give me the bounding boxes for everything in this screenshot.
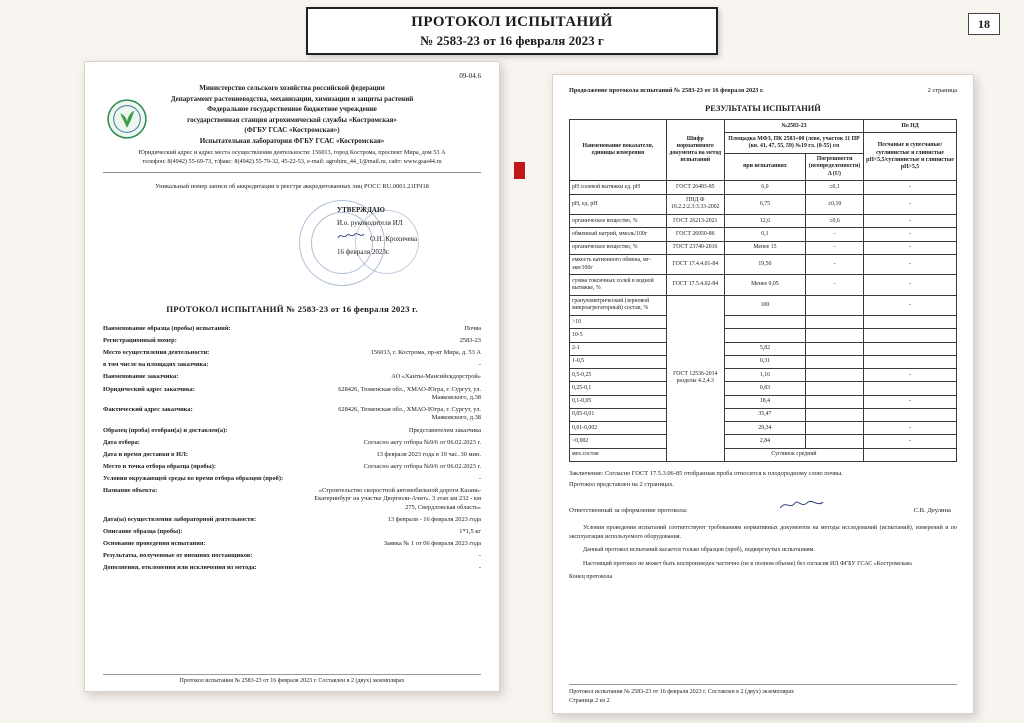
letterhead-line: Департамент растениеводства, механизации, химизации и защиты растений — [170, 94, 414, 103]
page1-footer: Протокол испытания № 2583-23 от 16 февраля 2023 г. Составлен в 2 (двух) экземплярах — [103, 674, 481, 684]
table-row — [570, 295, 957, 315]
gsas-logo-icon — [107, 99, 147, 139]
table-cell: - — [864, 395, 957, 408]
table-cell: - — [864, 181, 957, 194]
table-row — [570, 422, 957, 435]
field-value: «Строительство скоростной автомобильной дороги Казань-Екатеринбург на участке Дюртюли-Ачит». 3 этап км 232 - км 275, Свердловская область» — [314, 487, 481, 511]
table-cell — [806, 295, 864, 315]
table-row — [570, 228, 957, 241]
table-cell: - — [864, 435, 957, 448]
field-row — [103, 540, 481, 548]
table-cell: ±0,1 — [806, 181, 864, 194]
table-cell — [806, 355, 864, 368]
table-row — [570, 395, 957, 408]
table-row — [570, 181, 957, 194]
letterhead-line: Министерство сельского хозяйства российской федерации — [199, 84, 385, 92]
table-row — [570, 194, 957, 214]
table-cell: - — [864, 228, 957, 241]
table-cell — [806, 395, 864, 408]
table-cell — [806, 382, 864, 395]
note-paragraph: Условия проведения испытаний соответствуют требованиям нормативных документов на методы исследований (испытаний), измерений и по эксплуатации используемого оборудования. — [569, 524, 957, 541]
table-cell: емкость катионного обмена, мг-экв/100г — [570, 254, 667, 274]
table-row — [570, 369, 957, 382]
table-header-cell: Шифр нормативного документа на метод испытаний — [666, 120, 724, 181]
field-label: Наименование образца (пробы) испытаний: — [103, 324, 231, 332]
approve-zone — [103, 198, 481, 290]
protocol-title: ПРОТОКОЛ ИСПЫТАНИЙ № 2583-23 от 16 февраля 2023 г. — [166, 303, 418, 314]
slide-page-number: 18 — [968, 13, 1000, 35]
table-cell: 6,75 — [724, 194, 805, 214]
protocol-fields — [103, 325, 481, 573]
table-cell: рН, ед. рН — [570, 194, 667, 214]
table-cell: - — [864, 295, 957, 315]
table-row — [570, 120, 957, 133]
accreditation-line: Уникальный номер записи об аккредитации в реестре аккредитованных лиц РОСС RU.0001.21ПЧ18 — [155, 182, 429, 190]
field-value: Согласно акту отбора №9/6 от 06.02.2023 г. — [363, 462, 481, 470]
table-cell: Менее 15 — [724, 241, 805, 254]
address-lines — [103, 149, 481, 167]
field-row — [103, 564, 481, 572]
table-cell: 10-5 — [570, 329, 667, 342]
field-label: Дополнения, отклонения или исключения из метода: — [103, 564, 257, 572]
table-cell: 12,6 — [724, 215, 805, 228]
table-cell: 19,50 — [724, 254, 805, 274]
table-cell — [864, 342, 957, 355]
table-cell: 1,16 — [724, 369, 805, 382]
table-cell: - — [864, 194, 957, 214]
table-header-cell: По НД — [864, 120, 957, 133]
notes-block — [569, 524, 957, 582]
field-label: Место и точка отбора образца (пробы): — [103, 462, 216, 470]
table-cell: ГОСТ 26950-86 — [666, 228, 724, 241]
table-row — [570, 254, 957, 274]
results-table — [569, 119, 957, 462]
field-value: - — [478, 552, 481, 560]
field-value: 1*1,5 кг — [459, 528, 481, 536]
table-cell: 0,31 — [724, 355, 805, 368]
responsible-row — [569, 498, 957, 514]
field-row — [103, 373, 481, 381]
field-label: Наименование заказчика: — [103, 373, 179, 381]
field-value: Заявка № 1 от 06 февраля 2023 года — [383, 540, 481, 548]
table-cell — [864, 355, 957, 368]
address-line: телефон: 8(4942) 55-69-73, т/факс: 8(4942) 55-79-32, 45-22-53, e-mail: agrohim_44_1@mail.ru, сайт: www.gsas44.ru — [142, 157, 442, 165]
table-cell — [806, 422, 864, 435]
table-cell: ±0,6 — [806, 215, 864, 228]
table-cell: 0,83 — [724, 382, 805, 395]
field-label: Название объекта: — [103, 487, 158, 495]
field-label: Фактический адрес заказчика: — [103, 406, 193, 414]
approve-word: УТВЕРЖДАЮ — [337, 205, 385, 214]
field-label: Дата отбора: — [103, 438, 140, 446]
table-cell: ГОСТ 12536-2014 разделы 4.2,4.3 — [666, 295, 724, 461]
table-header-cell: Песчаные и супесчаные/суглинистые и глинистые рН<5,5/суглинистые и глинистые рН>5,5 — [864, 133, 957, 181]
field-row — [103, 406, 481, 423]
signature-icon — [778, 498, 824, 514]
field-row — [103, 361, 481, 369]
table-cell: 2-1 — [570, 342, 667, 355]
field-label: Описание образца (пробы): — [103, 528, 183, 536]
field-value: - — [478, 361, 481, 369]
table-cell: 1-0,5 — [570, 355, 667, 368]
note-paragraph: Конец протокола — [569, 573, 613, 580]
table-cell — [864, 382, 957, 395]
table-cell: - — [864, 422, 957, 435]
results-title: РЕЗУЛЬТАТЫ ИСПЫТАНИЙ — [705, 104, 821, 113]
field-row — [103, 463, 481, 471]
table-cell: - — [806, 241, 864, 254]
table-cell: мех.состав — [570, 448, 667, 461]
table-cell: ГОСТ 26213-2021 — [666, 215, 724, 228]
field-value: Представителем заказчика — [408, 426, 481, 434]
table-cell: 2,84 — [724, 435, 805, 448]
table-cell: ГОСТ 23740-2016 — [666, 241, 724, 254]
table-cell: органическое вещество, % — [570, 241, 667, 254]
table-cell — [864, 316, 957, 329]
field-row — [103, 475, 481, 483]
field-row — [103, 451, 481, 459]
document-page-1 — [84, 61, 500, 692]
table-header-cell: Наименование показателя, единицы измерения — [570, 120, 667, 181]
table-cell: >10 — [570, 316, 667, 329]
results-table-head — [570, 120, 957, 181]
table-row — [570, 408, 957, 421]
table-header-cell: Погрешности (неопределенности) Δ (U) — [806, 153, 864, 181]
table-cell — [806, 342, 864, 355]
field-label: Дата(ы) осуществления лабораторной деятельности: — [103, 515, 257, 523]
table-cell: 100 — [724, 295, 805, 315]
field-value: 13 февраля 2023 года в 10 час. 30 мин. — [376, 450, 481, 458]
table-cell: обменный натрий, ммоль/100г — [570, 228, 667, 241]
field-row — [103, 528, 481, 536]
table-cell: ГОСТ 17.5.4.02-84 — [666, 275, 724, 295]
table-cell: - — [864, 215, 957, 228]
field-label: Условия окружающей среды во время отбора образцов (проб): — [103, 475, 284, 482]
table-row — [570, 448, 957, 461]
conclusion-text: Заключение: Согласно ГОСТ 17.5.3.06-85 отобранная проба относится к плодородному слою почвы. — [569, 469, 843, 477]
table-cell: - — [806, 275, 864, 295]
table-row — [570, 241, 957, 254]
document-page-2 — [552, 74, 974, 714]
table-cell: 29,34 — [724, 422, 805, 435]
field-value: - — [478, 475, 481, 482]
field-value: 156013, г. Кострома, пр-кт Мира, д. 53 А — [370, 349, 481, 357]
table-cell — [806, 369, 864, 382]
results-table-body — [570, 181, 957, 461]
table-cell: ПНД Ф 16.2.2:2.3:3.33-2002 — [666, 194, 724, 214]
page2-footer-line2: Страница 2 из 2 — [569, 698, 610, 704]
table-cell: Менее 0,05 — [724, 275, 805, 295]
field-label: Основание проведения испытания: — [103, 540, 206, 548]
table-cell: ±0,10 — [806, 194, 864, 214]
page2-header — [569, 87, 957, 94]
approve-signature-line — [337, 231, 479, 246]
slide-title-box — [306, 7, 718, 55]
doc-code: 09-04.6 — [459, 72, 481, 80]
table-header-cell: при испытаниях — [724, 153, 805, 181]
table-cell: 0,05-0,01 — [570, 408, 667, 421]
field-row — [103, 325, 481, 333]
table-cell: 18,4 — [724, 395, 805, 408]
table-cell: 5,82 — [724, 342, 805, 355]
field-row — [103, 552, 481, 560]
table-cell: 0,25-0,1 — [570, 382, 667, 395]
field-row — [103, 427, 481, 435]
letterhead-lines — [103, 83, 481, 146]
signature-icon — [337, 231, 365, 246]
responsible-name: С.В. Деулина — [913, 506, 951, 514]
field-label: Юридический адрес заказчика: — [103, 385, 195, 393]
table-cell: 0,5-0,25 — [570, 369, 667, 382]
table-cell — [724, 316, 805, 329]
table-cell: - — [864, 241, 957, 254]
field-value: 628426, Тюменская обл., ХМАО-Югра, г. Сургут, ул. Маяковского, д.38 — [338, 406, 481, 422]
field-label: Место осуществления деятельности: — [103, 349, 210, 357]
table-row — [570, 342, 957, 355]
field-row — [103, 439, 481, 447]
table-cell: 0,1-0,05 — [570, 395, 667, 408]
table-row — [570, 355, 957, 368]
table-cell: - — [806, 228, 864, 241]
table-cell: рН солевой вытяжки ед. рН — [570, 181, 667, 194]
table-cell — [724, 329, 805, 342]
responsible-label: Ответственный за оформление протокола: — [569, 506, 688, 514]
field-label: Образец (проба) отобран(а) и доставлен(а): — [103, 426, 228, 434]
table-cell — [864, 329, 957, 342]
field-label: в том числе на площадях заказчика: — [103, 361, 209, 369]
field-label: Регистрационный номер: — [103, 337, 177, 345]
field-value: 628426, Тюменская обл., ХМАО-Югра, г. Сургут, ул. Маяковского, д.38 — [338, 385, 481, 401]
page2-header-right: 2 страница — [927, 87, 957, 94]
table-cell: - — [864, 369, 957, 382]
table-cell — [806, 316, 864, 329]
field-row — [103, 386, 481, 403]
note-paragraph: Настоящий протокол не может быть воспроизведен частично (не в полном объеме) без согласия ИЛ ФГБУ ГСАС «Костромская» — [583, 560, 913, 567]
pages-note: Протокол представлен на 2 страницах. — [569, 480, 674, 488]
table-cell: сумма токсичных солей в водной вытяжке, % — [570, 275, 667, 295]
table-row — [570, 275, 957, 295]
field-value: 13 февраля - 16 февраля 2023 года — [387, 515, 481, 523]
field-value: - — [478, 564, 481, 572]
approve-block — [337, 204, 479, 259]
table-cell: Суглинок средний — [724, 448, 863, 461]
field-label: Дата и время доставки в ИЛ: — [103, 450, 188, 458]
field-row — [103, 516, 481, 524]
field-value: АО «Ханты-Мансийскдорстрой» — [391, 373, 481, 381]
approve-role: И.о. руководителя ИЛ — [337, 219, 403, 228]
table-row — [570, 435, 957, 448]
letterhead-line: (ФГБУ ГСАС «Костромская») — [244, 126, 340, 134]
field-value: Согласно акту отбора №9/6 от 06.02.2023 г. — [363, 438, 481, 446]
table-cell: <0,002 — [570, 435, 667, 448]
table-cell: ГОСТ 26483-85 — [666, 181, 724, 194]
page2-footer — [569, 684, 957, 706]
approve-date: 16 февраля 2023г. — [337, 247, 390, 256]
table-row — [570, 215, 957, 228]
address-line: Юридический адрес и адрес места осуществления деятельности: 156013, город Кострома, проспект Мира, дом 53 А — [138, 149, 446, 156]
letterhead-line: государственная станция агрохимической службы «Костромская» — [187, 115, 397, 124]
table-cell: - — [864, 254, 957, 274]
table-cell — [864, 408, 957, 421]
table-cell: - — [806, 254, 864, 274]
table-cell — [806, 408, 864, 421]
table-cell: - — [864, 275, 957, 295]
table-cell: гранулометрический (зерновой микроагрегаторный) состав, % — [570, 295, 667, 315]
slide-subtitle: № 2583-23 от 16 февраля 2023 г — [420, 32, 604, 48]
letterhead-line: Федеральное государственное бюджетное учреждение — [207, 105, 377, 113]
table-cell: ГОСТ 17.4.4.01-84 — [666, 254, 724, 274]
table-row — [570, 382, 957, 395]
table-row — [570, 329, 957, 342]
field-label: Результаты, полученные от внешних поставщиков: — [103, 552, 253, 560]
table-cell: 0,1 — [724, 228, 805, 241]
field-row — [103, 337, 481, 345]
field-row — [103, 349, 481, 357]
field-value: 2583-23 — [459, 337, 481, 345]
table-cell — [806, 329, 864, 342]
table-cell: 0,01-0,002 — [570, 422, 667, 435]
table-row — [570, 316, 957, 329]
page2-header-left: Продолжение протокола испытаний № 2583-23 от 16 февраля 2023 г. — [569, 87, 764, 94]
table-cell: 35,47 — [724, 408, 805, 421]
field-row — [103, 487, 481, 512]
red-marker — [514, 162, 525, 179]
note-paragraph: Данный протокол испытаний касается только образцов (проб), подвергнутых испытаниям. — [583, 547, 815, 554]
table-cell — [806, 435, 864, 448]
table-cell — [864, 448, 957, 461]
table-header-cell: Площадка МФЗ, ПК 2583+00 (лево, участок 11 ПР (кв. 41, 47, 55, 59) №19 гл. (0-55) см — [724, 133, 863, 153]
approver-name: О.Н. Крохичева — [370, 234, 418, 243]
page2-footer-line1: Протокол испытания № 2583-23 от 16 февраля 2023 г. Составлен в 2 (двух) экземплярах — [569, 689, 795, 695]
letterhead-line: Испытательная лаборатория ФГБУ ГСАС «Костромская» — [199, 136, 385, 145]
letterhead — [103, 83, 481, 173]
slide-title: ПРОТОКОЛ ИСПЫТАНИЙ — [411, 13, 613, 30]
field-value: Почва — [464, 324, 481, 332]
table-cell: органическое вещество, % — [570, 215, 667, 228]
table-header-cell: №2583-23 — [724, 120, 863, 133]
table-cell: 6,0 — [724, 181, 805, 194]
